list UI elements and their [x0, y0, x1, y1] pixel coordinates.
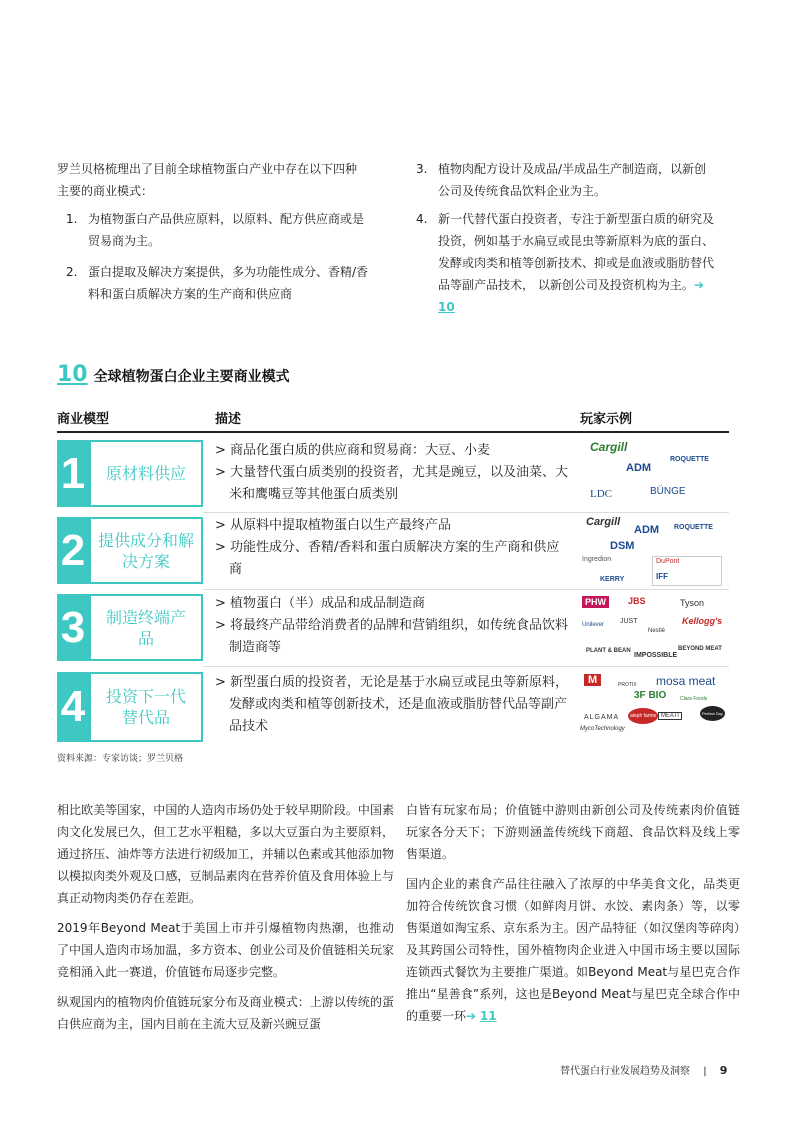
- beyond-meat-logo: BEYOND MEAT: [678, 646, 722, 652]
- footer-title: 替代蛋白行业发展趋势及洞察: [560, 1066, 690, 1077]
- intro-line: 主要的商业模式：: [57, 184, 154, 198]
- body-paragraph: 白皆有玩家布局；价值链中游则由新创公司及传统素肉价值链玩家各分天下；下游则涵盖传统线下商超、食品饮料及线上零售渠道。: [406, 803, 740, 861]
- mycotechnology-logo: MycoTechnology: [580, 726, 625, 732]
- aleph-farms-logo: aleph farms: [628, 708, 658, 724]
- meati-logo: MEATI: [658, 712, 682, 720]
- mosa-meat-logo: mosa meat: [656, 674, 716, 688]
- dupont-logo: DuPont: [656, 558, 680, 565]
- body-paragraph: 纵观国内的植物肉价值链玩家分布及商业模式：上游以传统的蛋白供应商为主，国内目前在主流大豆及新兴豌豆蛋: [57, 995, 394, 1031]
- model-label: 投资下一代替代品: [105, 687, 186, 727]
- intro-paragraph: [57, 158, 397, 202]
- item-number: 3.: [416, 162, 428, 176]
- desc-bullet: > 将最终产品带给消费者的品牌和营销组织，如传统食品饮料制造商等: [215, 618, 569, 655]
- player-logos-3: [578, 594, 728, 662]
- model-label-box: [91, 519, 201, 582]
- item-text: 为植物蛋白产品供应原料，以原料、配方供应商或是 贸易商为主。: [88, 212, 365, 248]
- player-logos-4: [578, 672, 728, 740]
- adm-logo: ADM: [626, 462, 652, 474]
- model-box-3: [57, 594, 203, 661]
- iff-logo: IFF: [656, 572, 668, 581]
- player-logos-1: [578, 438, 728, 506]
- impossible-logo: IMPOSSIBLE: [634, 652, 678, 659]
- footer-separator: |: [703, 1066, 707, 1077]
- row-divider: [203, 666, 729, 667]
- model-number: 4: [60, 682, 86, 731]
- body-paragraph-with-ref: 国内企业的素食产品往往融入了浓厚的中华美食文化，品类更加符合传统饮食习惯（如鲜肉月饼、水饺、素肉条）等，以零售渠道如淘宝系、京东系为主。因产品特征（如汉堡肉等碎肉）及其跨国公司特性，国外植物肉企业进入中国市场主要以国际连锁西式餐饮为主要推广渠道。如Beyond Meat与星巴克合作推出“星善食”系列，这也是Beyond Meat与星巴克全球合作中的重要一环➔ 11: [406, 877, 740, 1023]
- col-header-players: 玩家示例: [580, 412, 633, 427]
- item-number: 4.: [416, 212, 428, 226]
- bunge-logo: BÜNGE: [650, 486, 686, 497]
- player-logos-2: [578, 514, 728, 586]
- just-logo: JUST: [620, 618, 638, 625]
- plant-bean-logo: PLANT & BEAN: [586, 648, 631, 654]
- col-header-model: 商业模型: [57, 412, 110, 427]
- model-box-1: [57, 440, 203, 507]
- row-divider: [203, 589, 729, 590]
- figure-heading: [57, 362, 290, 387]
- item-number: 1.: [66, 212, 78, 226]
- model-label: 提供成分和解决方案: [97, 530, 194, 571]
- model-label: 制造终端产品: [105, 607, 186, 648]
- perfect-day-logo: Perfect Day: [700, 706, 725, 721]
- figure-ref-link[interactable]: 10: [438, 300, 455, 314]
- kerry-logo: KERRY: [600, 576, 625, 583]
- jbs-logo: JBS: [628, 596, 646, 606]
- row-divider: [203, 512, 729, 513]
- 3fbio-logo: 3F BIO: [634, 690, 667, 701]
- desc-3: [215, 593, 570, 659]
- ref-arrow-icon: ➔: [466, 1009, 477, 1023]
- model-label-box: [91, 596, 201, 659]
- desc-bullet: > 植物蛋白（半）成品和成品制造商: [215, 596, 426, 611]
- header-rule: [57, 431, 729, 433]
- col-header-desc: 描述: [215, 412, 242, 427]
- unilever-logo: Unilever: [582, 622, 605, 628]
- model-number: 3: [60, 603, 86, 652]
- meati-m-logo: M: [584, 674, 601, 686]
- desc-2: [215, 515, 570, 581]
- body-right: [406, 799, 740, 1027]
- item-text: 植物肉配方设计及成品/半成品生产制造商，以新创 公司及传统食品饮料企业为主。: [438, 162, 707, 198]
- page-footer: [560, 1062, 727, 1077]
- model-box-4: [57, 672, 203, 742]
- tyson-logo: Tyson: [680, 598, 705, 608]
- clara-foods-logo: Clara Foods: [680, 696, 708, 702]
- phw-logo: PHW: [582, 596, 609, 608]
- desc-bullet: > 功能性成分、香精/香料和蛋白质解决方案的生产商和供应商: [215, 540, 560, 577]
- model-label-box: [91, 674, 201, 740]
- dsm-logo: DSM: [610, 540, 635, 552]
- ingredion-logo: Ingredion: [582, 556, 612, 563]
- intro-line: 罗兰贝格梳理出了目前全球植物蛋白产业中存在以下四种: [57, 162, 358, 176]
- figure-source: 资料来源：专家访谈；罗兰贝格: [57, 754, 184, 764]
- model-label: 原材料供应: [105, 464, 186, 483]
- cargill-logo: Cargill: [590, 440, 628, 454]
- cargill-logo: Cargill: [586, 516, 621, 528]
- body-left: [57, 799, 394, 1035]
- figure-number: 10: [57, 362, 88, 387]
- desc-bullet: > 新型蛋白质的投资者，无论是基于水扁豆或昆虫等新原料，发酵或肉类和植等创新技术，还是血液或脂肪替代品等副产品技术: [215, 675, 569, 734]
- figure-title: 全球植物蛋白企业主要商业模式: [93, 369, 290, 385]
- model-label-box: [91, 442, 201, 505]
- page-number: 9: [719, 1064, 728, 1077]
- desc-1: [215, 440, 570, 506]
- nestle-logo: Nestlé: [648, 628, 666, 634]
- desc-4: [215, 672, 570, 738]
- adm-logo: ADM: [634, 524, 660, 536]
- model-number: 1: [60, 449, 86, 498]
- model-number: 2: [60, 526, 86, 575]
- ldc-logo: LDC: [590, 488, 612, 500]
- item-text: 蛋白提取及解决方案提供，多为功能性成分、香精/香 料和蛋白质解决方案的生产商和供应商: [88, 265, 369, 301]
- body-paragraph: 相比欧美等国家，中国的人造肉市场仍处于较早期阶段。中国素肉文化发展已久，但工艺水平粗糙，多以大豆蛋白为主要原料，通过挤压、油炸等方法进行初级加工，并辅以色素或其他添加物以模拟肉类外观及口感，豆制品素肉在营养价值及食用体验上与真正动物肉类仍存在差距。: [57, 803, 394, 905]
- roquette-logo: ROQUETTE: [674, 524, 713, 531]
- algama-logo: ALGAMA: [584, 714, 620, 721]
- desc-bullet: > 从原料中提取植物蛋白以生产最终产品: [215, 518, 452, 533]
- kelloggs-logo: Kellogg's: [682, 616, 723, 626]
- item-number: 2.: [66, 265, 78, 279]
- body-paragraph: 2019年Beyond Meat于美国上市并引爆植物肉热潮，也推动了中国人造肉市场加温，多方资本、创业公司及价值链相关玩家竞相涌入此一赛道，价值链布局逐步完整。: [57, 921, 394, 979]
- figure-ref-link[interactable]: 11: [479, 1009, 497, 1023]
- desc-bullet: > 商品化蛋白质的供应商和贸易商：大豆、小麦: [215, 443, 491, 458]
- item-text: 新一代替代蛋白投资者，专注于新型蛋白质的研究及 投资，例如基于水扁豆或昆虫等新原料为底的蛋白、 发酵或肉类和植等创新技术、抑或是血液或脂肪替代 品等副产品技术， 以新创公司及投资机构为主。➔ 10: [438, 212, 715, 314]
- desc-bullet: > 大量替代蛋白质类别的投资者，尤其是豌豆，以及油菜、大米和鹰嘴豆等其他蛋白质类别: [215, 465, 569, 502]
- protix-logo: PROTIX: [618, 682, 637, 688]
- ref-arrow-icon: ➔: [693, 278, 704, 292]
- model-box-2: [57, 517, 203, 584]
- roquette-logo: ROQUETTE: [670, 456, 709, 463]
